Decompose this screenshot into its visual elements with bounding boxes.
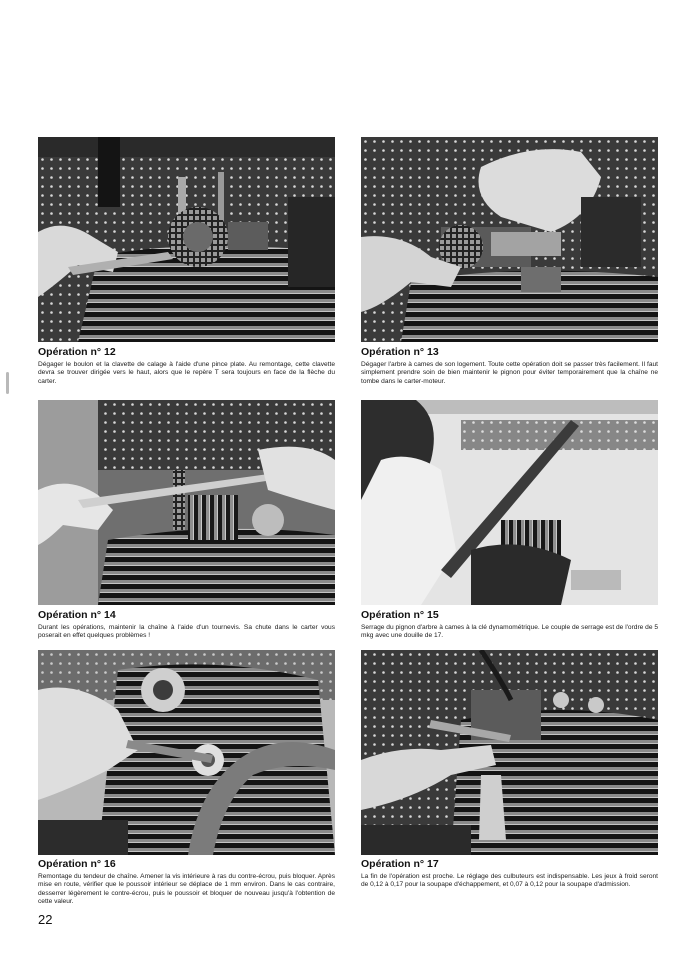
- caption-operation-13: [361, 346, 658, 386]
- margin-mark: [6, 372, 9, 394]
- caption-operation-14: [38, 609, 335, 641]
- operation-text: La fin de l'opération est proche. Le réglage des culbuteurs est indispensable. Les jeux à froid seront de 0,12 à 0,17 pour la soupape d'échappement, et 0,07 à 0,12 pour la soupape d'admission.: [361, 873, 658, 889]
- operation-text: Durant les opérations, maintenir la chaîne à l'aide d'un tournevis. Sa chute dans le carter vous poserait en effet quelques problèmes !: [38, 624, 335, 640]
- operation-text: Dégager le boulon et la clavette de calage à l'aide d'une pince plate. Au remontage, cette clavette devra se trouver dirigée vers le haut, alors que le repère T sera toujours en face de la flèche du carter.: [38, 361, 335, 385]
- operation-title: Opération n° 15: [361, 609, 439, 621]
- operation-title: Opération n° 13: [361, 346, 439, 358]
- operation-title: Opération n° 12: [38, 346, 116, 358]
- operation-text: Dégager l'arbre à cames de son logement. Toute cette opération doit se passer très facilement. Il faut simplement prendre soin de bien maintenir le pignon pour éviter temporairement que la chaîne ne tombe dans le carter-moteur.: [361, 361, 658, 385]
- operation-title: Opération n° 14: [38, 609, 116, 621]
- photo-operation-16: [38, 650, 335, 855]
- caption-operation-16: [38, 858, 335, 907]
- photo-operation-14: [38, 400, 335, 605]
- photo-operation-15: [361, 400, 658, 605]
- caption-operation-12: [38, 346, 335, 386]
- caption-operation-15: [361, 609, 658, 641]
- photo-operation-12: [38, 137, 335, 342]
- photo-operation-13: [361, 137, 658, 342]
- caption-operation-17: [361, 858, 658, 890]
- operation-title: Opération n° 17: [361, 858, 439, 870]
- operation-title: Opération n° 16: [38, 858, 116, 870]
- page-number: 22: [38, 912, 53, 927]
- operation-text: Remontage du tendeur de chaîne. Amener la vis intérieure à ras du contre-écrou, puis bloquer. Après mise en route, vérifier que le poussoir intérieur se déplace de 1 mm environ. Dans le cas contraire, desserrer légèrement le contre-écrou, puis le poussoir et bloquer de nouveau jusqu'à l'obtention de cette valeur.: [38, 873, 335, 906]
- photo-operation-17: [361, 650, 658, 855]
- operation-text: Serrage du pignon d'arbre à cames à la clé dynamométrique. Le couple de serrage est de l'ordre de 5 mkg avec une douille de 17.: [361, 624, 658, 640]
